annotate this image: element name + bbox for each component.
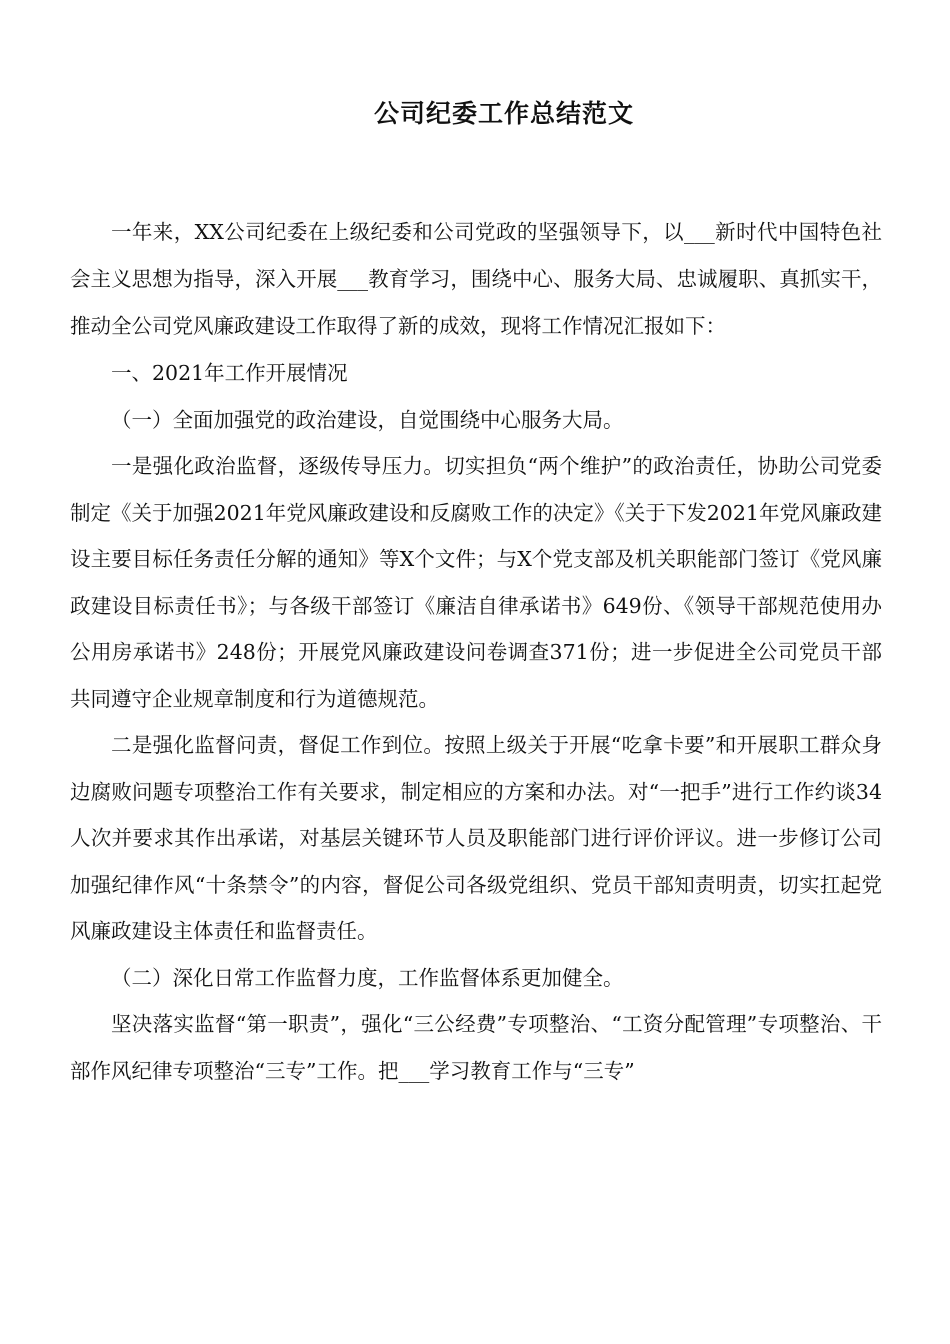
section-heading: 一、2021年工作开展情况 — [111, 361, 348, 385]
body-paragraph: 一是强化政治监督，逐级传导压力。切实担负“两个维护”的政治责任，协助公司党委制定《关于加强2021年党风廉政建设和反腐败工作的决定》《关于下发2021年党风廉政建设主要目标任务责任分解的通知》等X个文件；与X个党支部及机关职能部门签订《党风廉政建设目标责任书》；与各级干部签订《廉洁自律承诺书》649份、《领导干部规范使用办公用房承诺书》248份；开展党风廉政建设问卷调查371份；进一步促进全公司党员干部共同遵守企业规章制度和行为道德规范。 — [70, 454, 882, 711]
document-title: 公司纪委工作总结范文 — [373, 99, 634, 128]
intro-paragraph: 一年来，XX公司纪委在上级纪委和公司党政的坚强领导下，以___新时代中国特色社会主义思想为指导，深入开展___教育学习，围绕中心、服务大局、忠诚履职、真抓实干，推动全公司党风廉政建设工作取得了新的成效，现将工作情况汇报如下： — [70, 220, 882, 338]
body-paragraph: 二是强化监督问责，督促工作到位。按照上级关于开展“吃拿卡要”和开展职工群众身边腐败问题专项整治工作有关要求，制定相应的方案和办法。对“一把手”进行工作约谈34人次并要求其作出承诺，对基层关键环节人员及职能部门进行评价评议。进一步修订公司加强纪律作风“十条禁令”的内容，督促公司各级党组织、党员干部知责明责，切实扛起党风廉政建设主体责任和监督责任。 — [70, 733, 882, 943]
document-body — [70, 209, 882, 1094]
subsection-heading-1: （一）全面加强党的政治建设，自觉围绕中心服务大局。 — [111, 407, 624, 432]
body-paragraph: 坚决落实监督“第一职责”，强化“三公经费”专项整治、“工资分配管理”专项整治、干部作风纪律专项整治“三专”工作。把___学习教育工作与“三专” — [70, 1012, 882, 1083]
subsection-heading-2: （二）深化日常工作监督力度，工作监督体系更加健全。 — [111, 965, 624, 990]
